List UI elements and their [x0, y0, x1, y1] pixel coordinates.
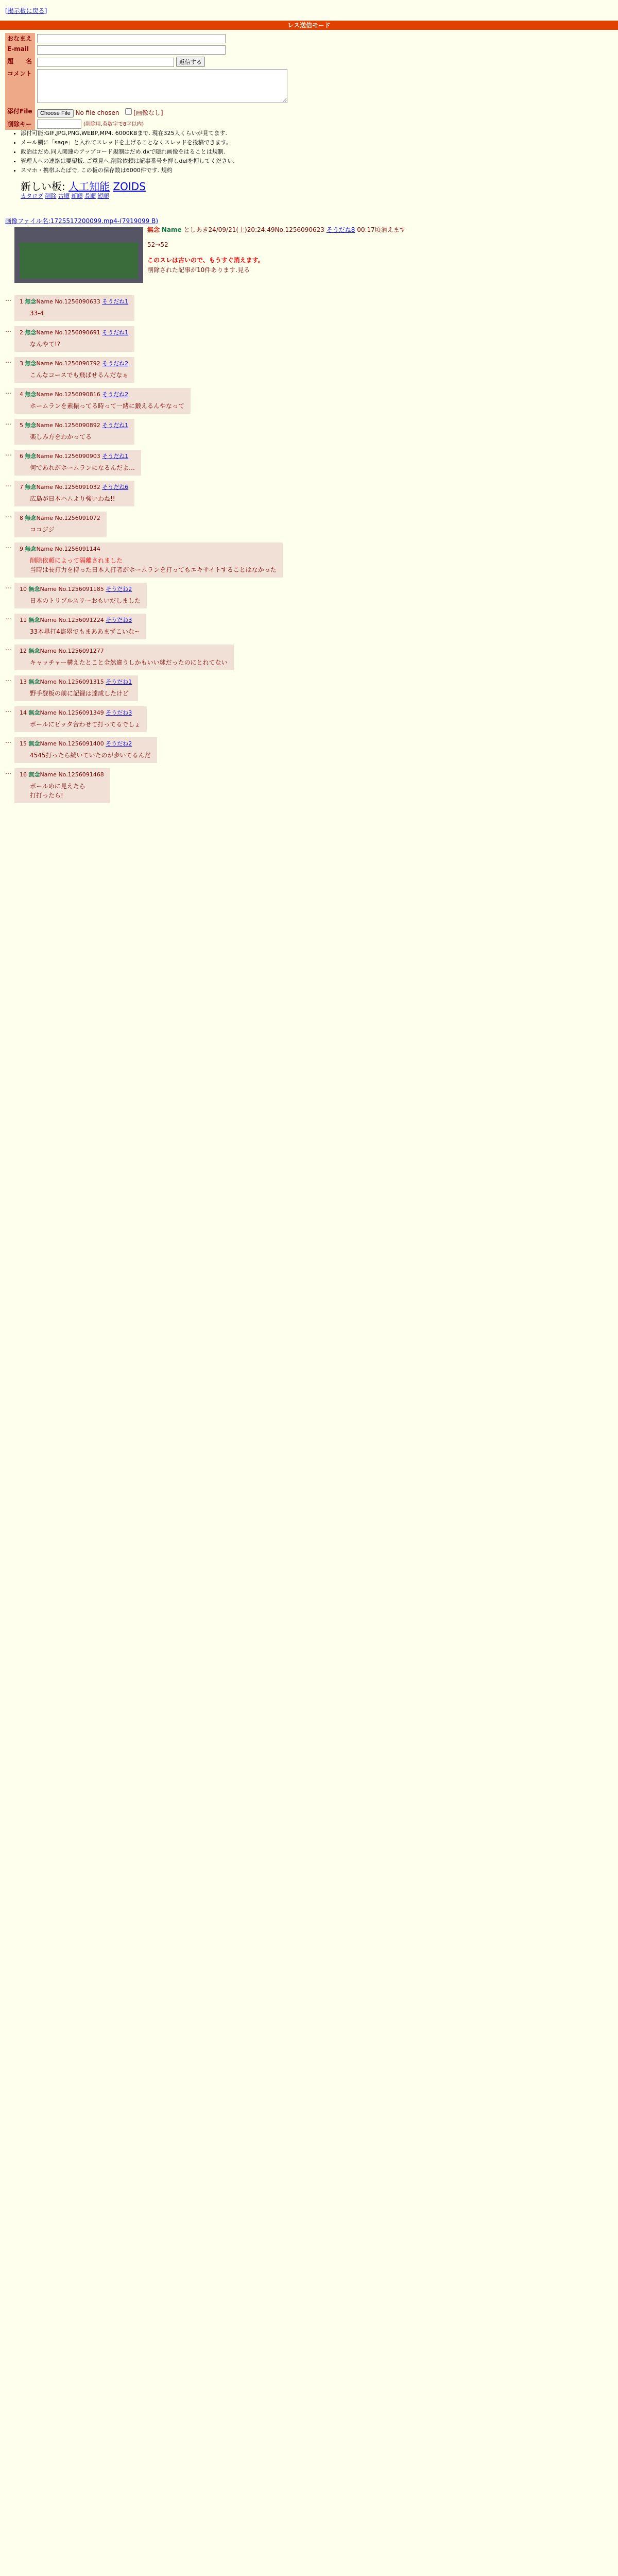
reply-id[interactable]: No.1256091315: [58, 679, 104, 685]
reply-row: [5, 706, 613, 732]
op-body-line: 52→52: [147, 241, 168, 248]
reply-number: 7: [20, 484, 23, 490]
reply-poster: Name: [36, 391, 53, 398]
reply-header: [20, 514, 100, 522]
reply-id[interactable]: No.1256091349: [58, 709, 104, 716]
reply-dash: …: [5, 388, 11, 395]
reply-poster: Name: [40, 740, 57, 747]
reply-id[interactable]: No.1256091032: [55, 484, 100, 490]
reply-name: 無念: [25, 329, 37, 336]
reply-id[interactable]: No.1256090903: [55, 453, 100, 460]
reply-id[interactable]: No.1256091072: [55, 515, 100, 521]
reply-name: 無念: [25, 360, 37, 367]
op-expire: 00:17頃消えます: [357, 226, 406, 233]
reply-sodane[interactable]: そうだね2: [102, 391, 129, 398]
delkey-note: (削除用.英数字で8字以内): [83, 122, 144, 127]
reply-sodane[interactable]: そうだね2: [106, 740, 132, 747]
note-item: • メール欄に「sage」と入れてスレッドを上げることなくスレッドを投稿できます。: [21, 138, 235, 146]
reply-name: 無念: [28, 740, 40, 747]
reply-row: [5, 295, 613, 321]
reply-number: 15: [20, 740, 27, 747]
reply-sodane[interactable]: そうだね1: [102, 453, 129, 460]
reply-number: 5: [20, 422, 23, 429]
reply-line: 当時は長打力を持った日本人打者がホームランを打ってもエキサイトすることはなかった: [30, 566, 277, 573]
reply-sodane[interactable]: そうだね3: [106, 709, 132, 716]
reply-header: [20, 708, 141, 717]
op-post: [147, 225, 613, 274]
reply-body: [30, 494, 128, 503]
reply-dash: …: [5, 419, 11, 426]
reply-box: [14, 419, 134, 445]
file-button[interactable]: Choose File: [37, 109, 74, 117]
reply-form: [5, 33, 289, 130]
reply-header: [20, 452, 135, 460]
delete-link[interactable]: 削除: [45, 193, 57, 199]
catalog-link[interactable]: カタログ: [21, 193, 43, 199]
reply-dash: …: [5, 450, 11, 457]
op-old-warning: このスレは古いので、もうすぐ消えます。: [147, 257, 264, 264]
op-image-name[interactable]: 画像ファイル名:1725517200099.mp4-(7919099 B): [5, 217, 158, 225]
reply-line: 削除依頼によって隔離されました: [30, 557, 123, 564]
reply-line: キャッチャー構えたとこと全然違うしかもいい球だったのにとれてない: [30, 659, 228, 666]
reply-row: [5, 512, 613, 537]
reply-row: [5, 326, 613, 352]
reply-row: [5, 357, 613, 383]
reply-header: [20, 421, 128, 429]
reply-body: [30, 340, 128, 349]
submit-button[interactable]: 返信する: [176, 57, 205, 67]
reply-sodane[interactable]: そうだね3: [106, 617, 132, 623]
reply-header: [20, 390, 184, 398]
subject-field[interactable]: [37, 58, 174, 67]
reply-header: [20, 483, 128, 491]
reply-box: [14, 450, 141, 476]
reply-number: 2: [20, 329, 23, 336]
reply-line: 楽しみ方をわかってる: [30, 433, 92, 440]
reply-line: 何であれがホームランになるんだよ…: [30, 464, 135, 471]
reply-poster: Name: [36, 515, 53, 521]
reply-id[interactable]: No.1256091185: [58, 586, 104, 592]
reply-name: 無念: [28, 709, 40, 716]
reply-dash: …: [5, 768, 11, 775]
reply-line: 打打ったら!: [30, 792, 63, 799]
reply-id[interactable]: No.1256091468: [58, 771, 104, 778]
reply-number: 3: [20, 360, 23, 367]
reply-box: [14, 768, 110, 803]
reply-row: [5, 543, 613, 578]
reply-id[interactable]: No.1256091224: [58, 617, 104, 623]
reply-dash: …: [5, 737, 11, 744]
reply-dash: …: [5, 295, 11, 302]
sort-old-link[interactable]: 古順: [58, 193, 70, 199]
reply-poster: Name: [40, 679, 57, 685]
new-board-link[interactable]: ZOIDS: [113, 180, 146, 193]
op-sodane[interactable]: そうだね8: [326, 226, 355, 233]
reply-poster: Name: [40, 771, 57, 778]
reply-dash: …: [5, 481, 11, 488]
back-to-board-link[interactable]: [掲示板に戻る]: [5, 7, 47, 14]
email-field[interactable]: [37, 45, 226, 55]
reply-line: 33-4: [30, 310, 44, 317]
note-item: • 政治はだめ.同人関連のアップロード規制はだめ.dxで隠れ画像をはることは規制.: [21, 147, 235, 156]
reply-body: [30, 309, 128, 318]
sort-short-link[interactable]: 短順: [97, 193, 109, 199]
reply-poster: Name: [36, 546, 53, 552]
note-item: • 管理人への連絡は要望板. ご意見へ.削除依頼は記事番号を押しdelを押してください.: [21, 157, 235, 165]
reply-id[interactable]: No.1256091277: [58, 648, 104, 654]
reply-line: 33本塁打4盗塁でもまああまずこいな~: [30, 628, 140, 635]
reply-id[interactable]: No.1256090892: [55, 422, 100, 429]
delkey-label: 削除キー: [5, 118, 35, 130]
reply-poster: Name: [36, 453, 53, 460]
email-label: E-mail: [5, 44, 35, 56]
comment-field[interactable]: [37, 69, 287, 103]
reply-row: [5, 481, 613, 506]
reply-body: [30, 751, 151, 760]
catalog-links: [21, 192, 109, 200]
reply-header: [20, 328, 128, 336]
reply-poster: Name: [36, 484, 53, 490]
reply-box: [14, 675, 138, 701]
reply-box: [14, 326, 134, 352]
reply-sodane[interactable]: そうだね1: [102, 298, 129, 305]
reply-dash: …: [5, 512, 11, 519]
reply-id[interactable]: No.1256090792: [55, 360, 100, 367]
op-subject: 無念: [147, 226, 160, 233]
reply-header: [20, 545, 277, 553]
reply-line: ボールめに見えたら: [30, 783, 85, 790]
reply-number: 11: [20, 617, 27, 623]
reply-dash: …: [5, 706, 11, 714]
reply-id[interactable]: No.1256090691: [55, 329, 100, 336]
reply-poster: Name: [40, 709, 57, 716]
reply-line: 日本のトリプルスリーおもいだしました: [30, 597, 141, 604]
reply-name: 無念: [28, 648, 40, 654]
reply-box: [14, 357, 134, 383]
reply-dash: …: [5, 543, 11, 550]
reply-header: [20, 770, 104, 778]
reply-name: 無念: [25, 484, 37, 490]
reply-body: [30, 689, 132, 698]
notes-list: [15, 128, 235, 175]
reply-dash: …: [5, 675, 11, 683]
reply-id[interactable]: No.1256091400: [58, 740, 104, 747]
reply-body: [30, 463, 135, 472]
file-label: 添付File: [5, 106, 35, 118]
reply-id[interactable]: No.1256091144: [55, 546, 100, 552]
reply-row: [5, 450, 613, 476]
reply-name: 無念: [25, 422, 37, 429]
reply-number: 1: [20, 298, 23, 305]
op-thumbnail[interactable]: [14, 227, 143, 283]
reply-header: [20, 359, 128, 367]
reply-name: 無念: [25, 546, 37, 552]
reply-box: [14, 614, 146, 639]
reply-header: [20, 647, 228, 655]
reply-row: [5, 614, 613, 639]
reply-box: [14, 645, 234, 670]
reply-box: [14, 512, 107, 537]
reply-body: [30, 782, 104, 800]
reply-number: 10: [20, 586, 27, 592]
reply-poster: Name: [36, 298, 53, 305]
no-image-checkbox[interactable]: [125, 108, 132, 115]
reply-body: [30, 370, 128, 380]
op-thumbnail-field: [20, 243, 138, 279]
reply-row: [5, 675, 613, 701]
note-item: • 添付可能:GIF,JPG,PNG,WEBP,MP4. 6000KBまで. 現在325人くらいが見てます.: [21, 129, 235, 137]
reply-header: [20, 616, 140, 624]
reply-poster: Name: [36, 422, 53, 429]
op-name: Name: [161, 226, 182, 233]
reply-body: [30, 658, 228, 667]
reply-number: 8: [20, 515, 23, 521]
reply-list: [5, 295, 613, 803]
reply-line: ボールにピッタ合わせて打ってるでしょ: [30, 721, 141, 728]
reply-line: なんやて!?: [30, 341, 61, 348]
reply-number: 9: [20, 546, 23, 552]
reply-row: [5, 645, 613, 670]
no-image-label: [画像なし]: [133, 109, 163, 116]
reply-name: 無念: [25, 391, 37, 398]
reply-sodane[interactable]: そうだね1: [102, 329, 129, 336]
reply-poster: Name: [36, 360, 53, 367]
reply-row: [5, 768, 613, 803]
reply-number: 4: [20, 391, 23, 398]
reply-box: [14, 481, 134, 506]
reply-body: [30, 525, 100, 534]
reply-dash: …: [5, 357, 11, 364]
reply-sodane[interactable]: そうだね1: [106, 679, 132, 685]
reply-sodane[interactable]: そうだね1: [102, 422, 129, 429]
reply-name: 無念: [25, 298, 37, 305]
reply-dash: …: [5, 583, 11, 590]
reply-name: 無念: [25, 453, 37, 460]
reply-name: 無念: [28, 771, 40, 778]
reply-line: 4545打ったら続いていたのが歩いてるんだ: [30, 752, 151, 759]
reply-sodane[interactable]: そうだね6: [102, 484, 129, 490]
reply-header: [20, 677, 132, 686]
reply-line: 野手登板の前に記録は達成したけど: [30, 690, 129, 697]
reply-name: 無念: [25, 515, 37, 521]
reply-id[interactable]: No.1256090633: [55, 298, 100, 305]
reply-box: [14, 543, 283, 578]
reply-number: 14: [20, 709, 27, 716]
reply-line: こんなコースでも飛ばせるんだなぁ: [30, 371, 129, 379]
reply-line: ホームランを素振ってる時って一緒に鍛えるんやなって: [30, 402, 185, 410]
reply-header: [20, 297, 128, 306]
reply-box: [14, 706, 147, 732]
reply-header: [20, 739, 151, 748]
file-status: No file chosen: [75, 109, 119, 116]
name-label: おなまえ: [5, 33, 35, 44]
reply-dash: …: [5, 614, 11, 621]
new-board-label: 新しい板:: [21, 180, 65, 193]
reply-body: [30, 627, 140, 636]
reply-number: 13: [20, 679, 27, 685]
reply-row: [5, 737, 613, 763]
reply-body: [30, 596, 141, 605]
subject-label: 題 名: [5, 56, 35, 68]
new-board-link[interactable]: 人工知能: [68, 180, 110, 193]
note-item: • スマホ・携帯ふたばで, この板の保存数は6000件です. 規約: [21, 166, 235, 174]
reply-name: 無念: [28, 679, 40, 685]
mode-bar: レス送信モード: [0, 21, 618, 30]
sort-long-link[interactable]: 長順: [84, 193, 96, 199]
reply-body: [30, 720, 141, 729]
reply-number: 16: [20, 771, 27, 778]
name-field[interactable]: [37, 34, 226, 43]
comment-label: コメント: [5, 68, 35, 106]
reply-sodane[interactable]: そうだね2: [106, 586, 132, 592]
reply-poster: Name: [40, 648, 57, 654]
op-date: としあき24/09/21(土)20:24:49No.1256090623: [183, 226, 324, 233]
reply-line: 広島が日本ハムより強いわね!!: [30, 495, 115, 502]
reply-name: 無念: [28, 617, 40, 623]
op-deleted-notice: 削除された記事が10件あります.見る: [147, 266, 250, 274]
reply-poster: Name: [40, 586, 57, 592]
reply-name: 無念: [28, 586, 40, 592]
reply-row: [5, 583, 613, 608]
sort-new-link[interactable]: 新順: [71, 193, 83, 199]
reply-dash: …: [5, 645, 11, 652]
reply-body: [30, 432, 128, 442]
reply-box: [14, 737, 157, 763]
reply-row: [5, 388, 613, 414]
reply-line: ココジジ: [30, 526, 55, 533]
reply-dash: …: [5, 326, 11, 333]
reply-poster: Name: [40, 617, 57, 623]
reply-body: [30, 556, 277, 574]
reply-box: [14, 388, 191, 414]
reply-box: [14, 295, 134, 321]
reply-body: [30, 401, 184, 411]
reply-id[interactable]: No.1256090816: [55, 391, 100, 398]
reply-box: [14, 583, 147, 608]
reply-number: 12: [20, 648, 27, 654]
reply-row: [5, 419, 613, 445]
reply-sodane[interactable]: そうだね2: [102, 360, 129, 367]
thread: [5, 216, 613, 803]
reply-header: [20, 585, 141, 593]
reply-poster: Name: [36, 329, 53, 336]
reply-number: 6: [20, 453, 23, 460]
new-board-line: [21, 178, 146, 193]
